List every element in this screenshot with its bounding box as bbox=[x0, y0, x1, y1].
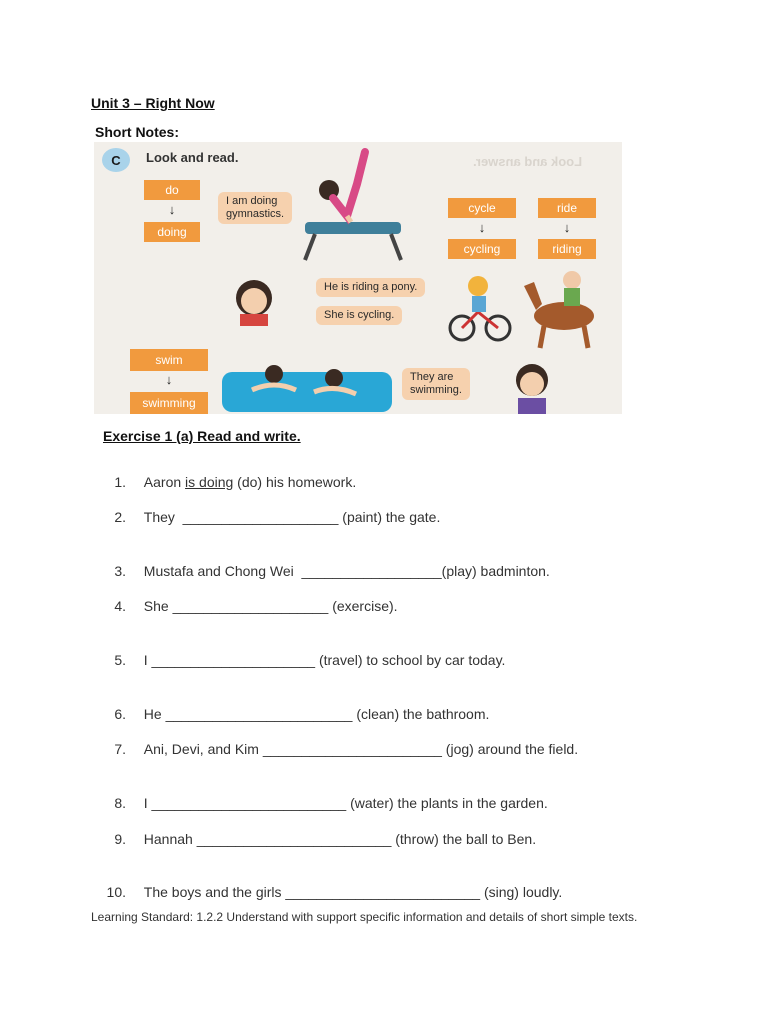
question-8 bbox=[114, 779, 548, 811]
box-swimming: swimming bbox=[130, 392, 208, 414]
question-text: She ____________________ (exercise). bbox=[143, 598, 398, 614]
question-text: The boys and the girls _________________________ (sing) loudly. bbox=[143, 884, 563, 900]
bubble-swimming: They are swimming. bbox=[402, 368, 470, 400]
question-number: 5. bbox=[114, 652, 126, 668]
exercise-title: Exercise 1 (a) Read and write. bbox=[103, 428, 301, 444]
box-ride: ride bbox=[538, 198, 596, 218]
bubble-cycling: She is cycling. bbox=[316, 306, 402, 325]
question-7 bbox=[114, 725, 579, 757]
arrow-down-icon: ↓ bbox=[478, 220, 486, 235]
answer-example: is doing bbox=[185, 474, 234, 490]
question-text: I _____________________ (travel) to school by car today. bbox=[143, 652, 506, 668]
cyclist-illustration bbox=[448, 272, 512, 344]
question-3 bbox=[114, 547, 550, 579]
question-number: 10. bbox=[106, 884, 126, 900]
page-title: Unit 3 – Right Now bbox=[91, 95, 215, 111]
question-number: 4. bbox=[114, 598, 126, 614]
question-number: 7. bbox=[114, 741, 126, 757]
ghost-heading: Look and answer. bbox=[472, 154, 582, 169]
arrow-down-icon: ↓ bbox=[563, 220, 571, 235]
question-9 bbox=[114, 815, 537, 847]
question-text: I _________________________ (water) the plants in the garden. bbox=[143, 795, 548, 811]
pony-rider-illustration bbox=[518, 266, 608, 352]
box-do: do bbox=[144, 180, 200, 200]
question-number: 6. bbox=[114, 706, 126, 722]
arrow-down-icon: ↓ bbox=[165, 372, 173, 387]
gymnast-illustration bbox=[299, 146, 409, 262]
question-number: 8. bbox=[114, 795, 126, 811]
question-text: They ____________________ (paint) the gate. bbox=[143, 509, 441, 525]
question-text: Mustafa and Chong Wei __________________(play) badminton. bbox=[143, 563, 550, 579]
arrow-down-icon: ↓ bbox=[168, 202, 176, 217]
section-c-badge: C bbox=[102, 148, 130, 172]
learning-standard-footer: Learning Standard: 1.2.2 Understand with support specific information and details of short simple texts. bbox=[91, 910, 638, 924]
bubble-riding-pony: He is riding a pony. bbox=[316, 278, 425, 297]
question-5 bbox=[114, 636, 506, 668]
box-doing: doing bbox=[144, 222, 200, 242]
bubble-gymnastics: I am doing gymnastics. bbox=[218, 192, 292, 224]
question-number: 1. bbox=[114, 474, 126, 490]
panel-heading: Look and read. bbox=[146, 150, 239, 165]
boy-illustration bbox=[504, 360, 560, 414]
illustration-panel bbox=[94, 142, 622, 414]
question-1 bbox=[114, 458, 357, 490]
box-swim: swim bbox=[130, 349, 208, 371]
girl-illustration bbox=[226, 276, 282, 326]
box-riding: riding bbox=[538, 239, 596, 259]
question-number: 3. bbox=[114, 563, 126, 579]
question-text: He ________________________ (clean) the bathroom. bbox=[143, 706, 490, 722]
question-4 bbox=[114, 582, 398, 614]
question-text: Ani, Devi, and Kim _______________________ (jog) around the field. bbox=[143, 741, 579, 757]
question-2 bbox=[114, 493, 441, 525]
question-number: 2. bbox=[114, 509, 126, 525]
question-text: (do) his homework. bbox=[233, 474, 357, 490]
box-cycling: cycling bbox=[448, 239, 516, 259]
question-text: Aaron bbox=[143, 474, 186, 490]
question-text: Hannah _________________________ (throw) the ball to Ben. bbox=[143, 831, 537, 847]
question-number: 9. bbox=[114, 831, 126, 847]
question-10 bbox=[106, 868, 563, 900]
box-cycle: cycle bbox=[448, 198, 516, 218]
section-subtitle: Short Notes: bbox=[95, 124, 179, 140]
question-6 bbox=[114, 690, 490, 722]
swimmers-illustration bbox=[222, 356, 392, 414]
